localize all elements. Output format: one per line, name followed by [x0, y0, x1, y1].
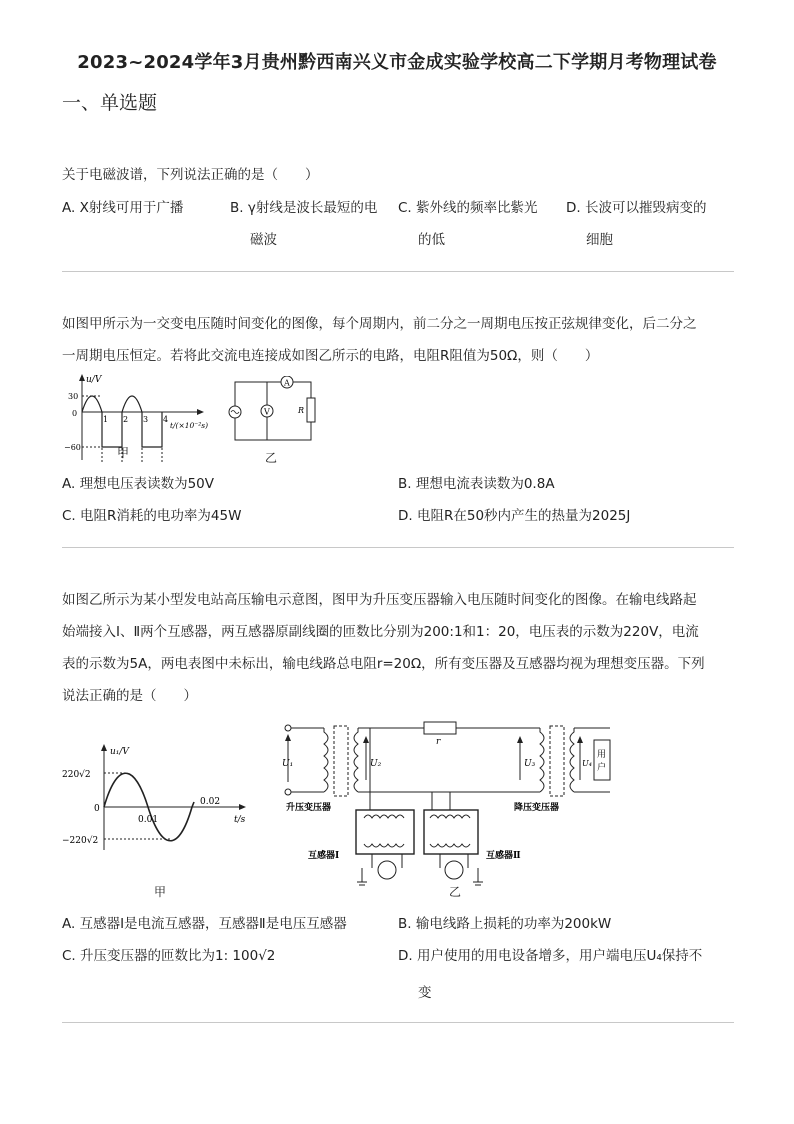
- q3-option-c[interactable]: C. 升压变压器的匝数比为1: 100√2: [62, 948, 276, 964]
- q1-option-b[interactable]: B. γ射线是波长最短的电: [230, 200, 378, 216]
- q2-fig-a-caption: 甲: [117, 446, 130, 460]
- section-heading: 一、单选题: [62, 92, 158, 114]
- q2-figure-a-waveform: [62, 372, 222, 467]
- q3-stem-line4: 说法正确的是（ ）: [62, 688, 197, 704]
- q2-fig-b-caption: 乙: [265, 451, 278, 465]
- q1-option-a[interactable]: A. X射线可用于广播: [62, 200, 184, 216]
- q2-fig-a-y0: 0: [72, 409, 78, 418]
- q2-fig-a-t4: 4: [163, 415, 169, 424]
- q3-fig-b-user-2: 户: [597, 763, 607, 773]
- q3-fig-a-caption: 甲: [154, 885, 167, 899]
- q2-figure-b-circuit: [225, 376, 325, 444]
- q3-fig-a-ylabel: u₁/V: [110, 747, 129, 757]
- q2-stem-line1: 如图甲所示为一交变电压随时间变化的图像，每个周期内，前二分之一周期电压按正弦规律变化，后二分之: [62, 316, 697, 332]
- q2-fig-a-xlabel: t/(×10⁻²s): [170, 421, 209, 430]
- q3-option-d[interactable]: D. 用户使用的用电设备增多，用户端电压U₄保持不: [398, 948, 703, 964]
- q3-option-a[interactable]: A. 互感器Ⅰ是电流互感器，互感器Ⅱ是电压互感器: [62, 916, 347, 932]
- q3-stem-line1: 如图乙所示为某小型发电站高压输电示意图，图甲为升压变压器输入电压随时间变化的图像。在输电线路起: [62, 592, 697, 608]
- q3-fig-a-ytop: 220√2: [62, 770, 91, 780]
- q3-fig-b-u4: U₄: [582, 759, 592, 768]
- q2-option-d[interactable]: D. 电阻R在50秒内产生的热量为2025J: [398, 508, 631, 524]
- q3-figure-b-transmission: [282, 718, 614, 893]
- q3-fig-b-u2: U₂: [370, 759, 382, 769]
- q1-option-c-cont: 的低: [418, 232, 445, 248]
- paper-title: 2023~2024学年3月贵州黔西南兴义市金成实验学校高二下学期月考物理试卷: [77, 52, 717, 73]
- q3-fig-a-t002: 0.02: [200, 797, 221, 807]
- q2-option-c[interactable]: C. 电阻R消耗的电功率为45W: [62, 508, 242, 524]
- q2-fig-b-voltmeter: V: [264, 407, 270, 417]
- q2-fig-b-resistor: R: [298, 406, 305, 415]
- q2-fig-a-ylabel: u/V: [86, 375, 102, 385]
- user-load-icon: [594, 740, 610, 780]
- q3-option-d-cont: 变: [418, 985, 432, 1001]
- line-resistor-icon: [424, 722, 456, 734]
- q3-fig-b-ct1: 互感器Ⅰ: [308, 851, 340, 861]
- q1-option-c[interactable]: C. 紫外线的频率比紫光: [398, 200, 538, 216]
- q3-fig-b-step-down: 降压变压器: [514, 803, 560, 813]
- q3-fig-b-u3: U₃: [524, 759, 536, 769]
- q3-stem-line2: 始端接入Ⅰ、Ⅱ两个互感器，两互感器原副线圈的匝数比分别为200:1和1：20，电压表的示数为220V，电流: [62, 624, 699, 640]
- q1-option-b-cont: 磁波: [250, 232, 277, 248]
- divider: [62, 547, 734, 548]
- q2-fig-a-y30: 30: [68, 392, 79, 401]
- q3-option-b[interactable]: B. 输电线路上损耗的功率为200kW: [398, 916, 612, 932]
- resistor-icon: [307, 398, 315, 422]
- q1-option-d-cont: 细胞: [586, 232, 613, 248]
- q1-option-d[interactable]: D. 长波可以摧毁病变的: [566, 200, 707, 216]
- q3-fig-b-u1: U₁: [282, 759, 294, 769]
- q2-fig-b-ammeter: A: [284, 378, 290, 388]
- q3-fig-b-step-up: 升压变压器: [286, 803, 332, 813]
- q2-fig-a-yneg: −60: [64, 443, 81, 452]
- q1-stem: 关于电磁波谱，下列说法正确的是（ ）: [62, 167, 319, 183]
- q2-fig-a-t2: 2: [123, 415, 129, 424]
- q3-fig-b-caption: 乙: [449, 885, 462, 899]
- q2-fig-a-t1: 1: [103, 415, 109, 424]
- q2-fig-a-t3: 3: [143, 415, 149, 424]
- q3-fig-b-user-1: 用: [597, 750, 607, 760]
- q3-figure-a-sine: [62, 742, 252, 857]
- q3-fig-a-ybot: −220√2: [62, 836, 99, 846]
- divider: [62, 1022, 734, 1023]
- q3-stem-line3: 表的示数为5A，两电表图中未标出，输电线路总电阻r=20Ω，所有变压器及互感器均视为理想变压器。下列: [62, 656, 705, 672]
- q2-option-b[interactable]: B. 理想电流表读数为0.8A: [398, 476, 555, 492]
- q2-option-a[interactable]: A. 理想电压表读数为50V: [62, 476, 214, 492]
- divider: [62, 271, 734, 272]
- q3-fig-b-ct2: 互感器Ⅱ: [486, 851, 521, 861]
- q2-stem-line2: 一周期电压恒定。若将此交流电连接成如图乙所示的电路，电阻R阻值为50Ω，则（ ）: [62, 348, 599, 364]
- q3-fig-a-xlabel: t/s: [234, 815, 246, 825]
- q3-fig-a-t001: 0.01: [138, 815, 159, 825]
- q3-fig-a-y0: 0: [94, 804, 100, 814]
- q3-fig-b-r: r: [436, 737, 441, 747]
